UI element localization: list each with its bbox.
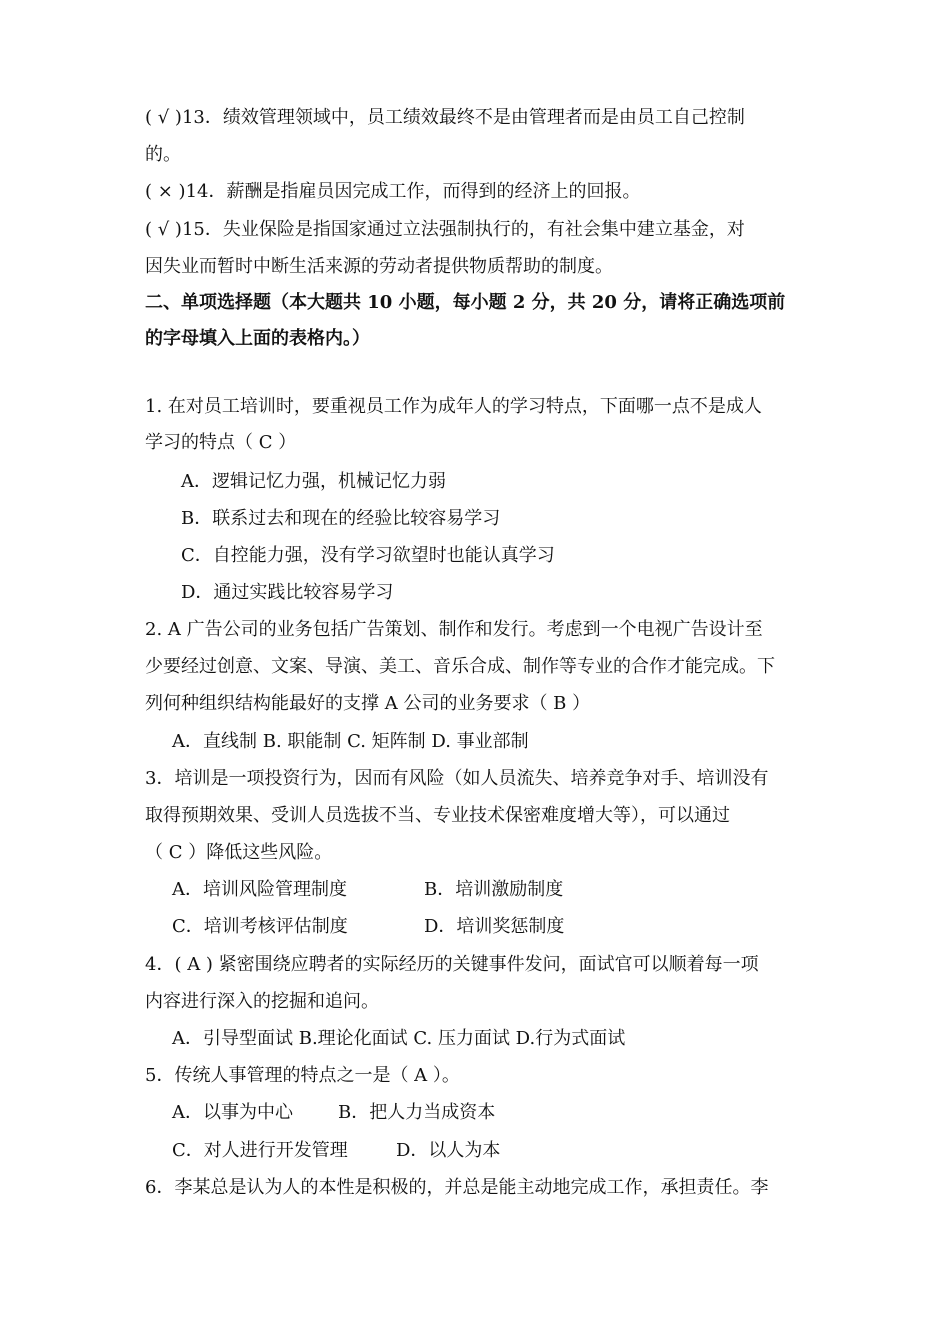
q2-line2: 少要经过创意、文案、导演、美工、音乐合成、制作等专业的合作才能完成。下 (145, 656, 775, 677)
q5-line1: 5．传统人事管理的特点之一是（ A ）。 (145, 1065, 460, 1086)
q1-option-d: D．通过实践比较容易学习 (181, 582, 394, 603)
q3-line1: 3．培训是一项投资行为，因而有风险（如人员流失、培养竞争对手、培训没有 (145, 768, 769, 789)
q2-line1: 2. A 广告公司的业务包括广告策划、制作和发行。考虑到一个电视广告设计至 (145, 619, 763, 640)
q3-option-b: B．培训激励制度 (424, 879, 564, 900)
q5-option-d: D．以人为本 (396, 1140, 501, 1161)
q3-option-a: A．培训风险管理制度 (172, 879, 347, 900)
q3-line3: （ C ）降低这些风险。 (145, 842, 333, 863)
q3-option-c: C．培训考核评估制度 (172, 916, 348, 937)
q3-line2: 取得预期效果、受训人员选拔不当、专业技术保密难度增大等），可以通过 (145, 805, 730, 826)
q13-line1: ( √ )13．绩效管理领域中，员工绩效最终不是由管理者而是由员工自己控制 (145, 107, 745, 128)
q1-line2: 学习的特点（ C ） (145, 432, 297, 453)
q5-option-b: B．把人力当成资本 (338, 1102, 496, 1123)
q2-line3: 列何种组织结构能最好的支撑 A 公司的业务要求（ B ） (145, 693, 591, 714)
q3-option-d: D．培训奖惩制度 (424, 916, 565, 937)
q14-line1: ( × )14．薪酬是指雇员因完成工作，而得到的经济上的回报。 (145, 181, 641, 202)
q1-option-c: C．自控能力强，没有学习欲望时也能认真学习 (181, 545, 555, 566)
q1-line1: 1. 在对员工培训时，要重视员工作为成年人的学习特点，下面哪一点不是成人 (145, 396, 762, 417)
q4-line1: 4．( A ) 紧密围绕应聘者的实际经历的关键事件发问，面试官可以顺着每一项 (145, 954, 759, 975)
q2-options: A．直线制 B. 职能制 C. 矩阵制 D. 事业部制 (172, 731, 529, 752)
q5-option-a: A．以事为中心 (172, 1102, 293, 1123)
q1-option-a: A．逻辑记忆力强，机械记忆力弱 (181, 471, 446, 492)
section2-heading-line2: 的字母填入上面的表格内。） (145, 328, 370, 349)
q15-line1: ( √ )15．失业保险是指国家通过立法强制执行的，有社会集中建立基金，对 (145, 219, 745, 240)
q4-options: A．引导型面试 B.理论化面试 C. 压力面试 D.行为式面试 (172, 1028, 626, 1049)
section2-heading-line1: 二、单项选择题（本大题共 10 小题，每小题 2 分，共 20 分，请将正确选项前 (145, 292, 786, 313)
q13-line2: 的。 (145, 144, 181, 165)
q6-line1: 6．李某总是认为人的本性是积极的，并总是能主动地完成工作，承担责任。李 (145, 1177, 769, 1198)
q15-line2: 因失业而暂时中断生活来源的劳动者提供物质帮助的制度。 (145, 256, 613, 277)
q5-option-c: C．对人进行开发管理 (172, 1140, 348, 1161)
q4-line2: 内容进行深入的挖掘和追问。 (145, 991, 379, 1012)
q1-option-b: B．联系过去和现在的经验比较容易学习 (181, 508, 501, 529)
